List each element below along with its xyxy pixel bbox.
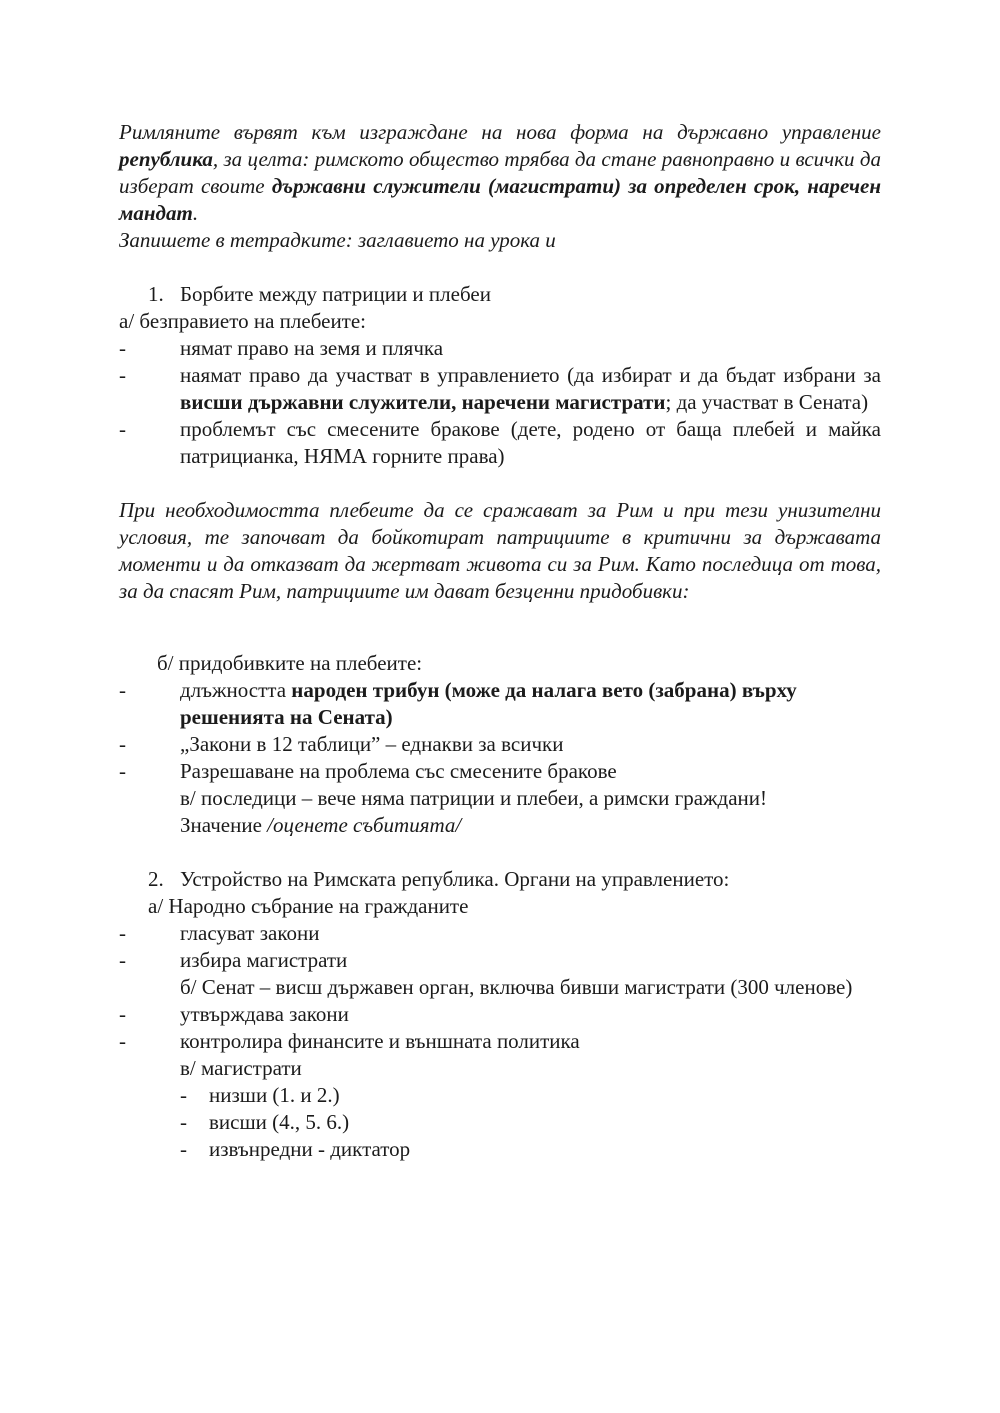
list-item: - висши (4., 5. 6.) xyxy=(180,1110,350,1134)
section1-heading: 1. Борбите между патриции и плебеи xyxy=(148,282,491,306)
list-item: - „Закони в 12 таблици” – еднакви за всички xyxy=(119,732,564,756)
list-item: - низши (1. и 2.) xyxy=(180,1083,340,1107)
list-item: - извънредни - диктатор xyxy=(180,1137,411,1161)
section2-sub-c: в/ магистрати xyxy=(180,1056,302,1080)
section2-sub-b: б/ Сенат – висш държавен орган, включва бивши магистрати (300 членове) xyxy=(180,975,853,999)
boycott-paragraph: При необходимостта плебеите да се сражават за Рим и при тези унизителни условия, те започват да бойкотират патрициите в критични за държавата моменти и да отказват да жертват живота си за Рим. Като последица от това, за да спасят Рим, патрициите им дават безценни придобивки: xyxy=(119,498,881,603)
list-item: - Разрешаване на проблема със смесените бракове xyxy=(119,759,617,783)
section1-sub-c: в/ последици – вече няма патриции и плебеи, а римски граждани! xyxy=(180,786,768,810)
meaning-line: Значение /оценете събитията/ xyxy=(180,813,462,837)
list-item: - избира магистрати xyxy=(119,948,348,972)
list-item: - наямат право да участват в управлението (да избират и да бъдат избрани за висши държавни служители, наречени магистрати; да участват в Сената) xyxy=(119,363,881,414)
instruction-line: Запишете в тетрадките: заглавието на урока и xyxy=(119,228,556,252)
list-item: - гласуват закони xyxy=(119,921,320,945)
section1-sub-a: а/ безправието на плебеите: xyxy=(119,309,367,333)
list-item: - контролира финансите и външната политика xyxy=(119,1029,580,1053)
intro-paragraph: Римляните вървят към изграждане на нова форма на държавно управление република, за целта: римското общество трябва да стане равноправно и всички да изберат своите държавни служители (магистрати) за определен срок, наречен мандат. xyxy=(119,120,882,225)
list-item: - проблемът със смесените бракове (дете, родено от баща плебей и майка патрицианка, НЯМА горните права) xyxy=(119,417,881,468)
list-item: - нямат право на земя и плячка xyxy=(119,336,444,360)
document-content xyxy=(119,119,881,1163)
list-item: - длъжността народен трибун (може да налага вето (забрана) върху решенията на Сената) xyxy=(119,678,797,729)
section2-sub-a: а/ Народно събрание на гражданите xyxy=(148,894,469,918)
section1-sub-b: б/ придобивките на плебеите: xyxy=(157,651,423,675)
list-item: - утвърждава закони xyxy=(119,1002,349,1026)
section2-heading: 2. Устройство на Римската република. Органи на управлението: xyxy=(148,867,730,891)
